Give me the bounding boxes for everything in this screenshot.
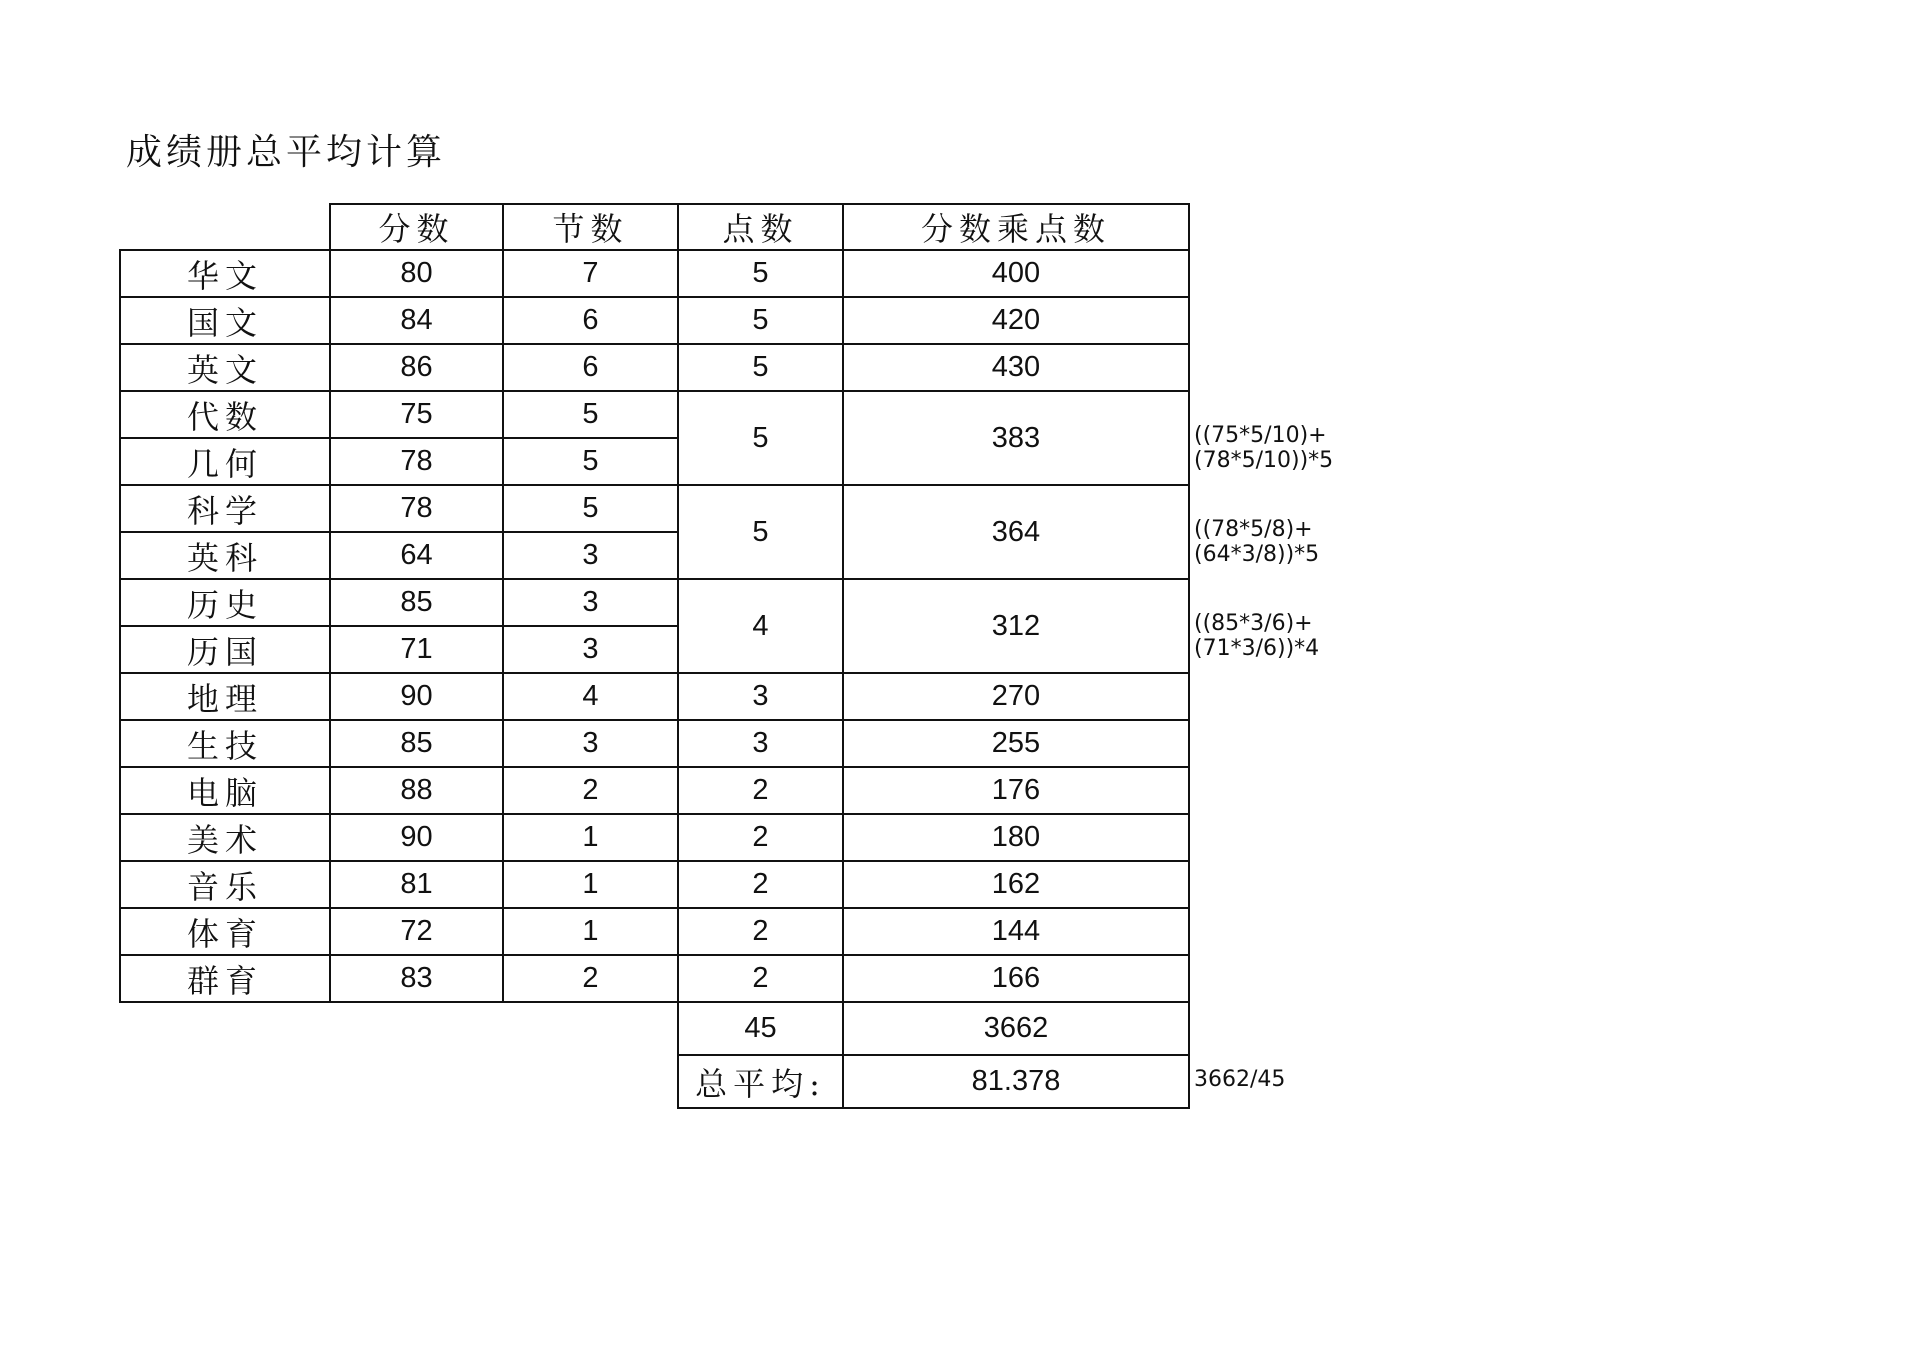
score-cell: 84 — [329, 296, 504, 345]
points-cell: 4 — [677, 578, 844, 674]
average-value-cell: 81.378 — [842, 1054, 1190, 1109]
formula-note: ((85*3/6)+(71*3/6))*4 — [1194, 611, 1320, 661]
score-cell: 90 — [329, 672, 504, 721]
periods-cell: 5 — [502, 390, 679, 439]
subject-cell: 群育 — [119, 954, 331, 1003]
product-cell: 364 — [842, 484, 1190, 580]
periods-cell: 5 — [502, 437, 679, 486]
column-header: 点数 — [677, 203, 844, 251]
product-cell: 420 — [842, 296, 1190, 345]
score-cell: 85 — [329, 719, 504, 768]
product-cell: 430 — [842, 343, 1190, 392]
points-cell: 2 — [677, 954, 844, 1003]
score-cell: 78 — [329, 484, 504, 533]
product-cell: 162 — [842, 860, 1190, 909]
score-cell: 83 — [329, 954, 504, 1003]
subject-cell: 国文 — [119, 296, 331, 345]
score-cell: 90 — [329, 813, 504, 862]
score-cell: 86 — [329, 343, 504, 392]
subject-cell: 代数 — [119, 390, 331, 439]
subject-cell: 美术 — [119, 813, 331, 862]
score-cell: 64 — [329, 531, 504, 580]
subject-cell: 地理 — [119, 672, 331, 721]
column-header: 分数乘点数 — [842, 203, 1190, 251]
score-cell: 72 — [329, 907, 504, 956]
subject-cell: 英文 — [119, 343, 331, 392]
subject-cell: 音乐 — [119, 860, 331, 909]
subject-cell: 体育 — [119, 907, 331, 956]
product-cell: 166 — [842, 954, 1190, 1003]
product-cell: 270 — [842, 672, 1190, 721]
score-cell: 81 — [329, 860, 504, 909]
product-cell: 312 — [842, 578, 1190, 674]
subject-cell: 科学 — [119, 484, 331, 533]
product-cell: 400 — [842, 249, 1190, 298]
product-cell: 180 — [842, 813, 1190, 862]
subject-cell: 英科 — [119, 531, 331, 580]
periods-cell: 1 — [502, 813, 679, 862]
page-title: 成绩册总平均计算 — [126, 132, 447, 173]
points-cell: 3 — [677, 672, 844, 721]
periods-cell: 2 — [502, 766, 679, 815]
formula-note: 3662/45 — [1194, 1067, 1286, 1092]
product-cell: 383 — [842, 390, 1190, 486]
formula-note: ((75*5/10)+(78*5/10))*5 — [1194, 423, 1334, 473]
points-cell: 5 — [677, 296, 844, 345]
average-label-cell: 总平均: — [677, 1054, 844, 1109]
column-header: 分数 — [329, 203, 504, 251]
periods-cell: 7 — [502, 249, 679, 298]
total-product-cell: 3662 — [842, 1001, 1190, 1056]
total-points-cell: 45 — [677, 1001, 844, 1056]
score-cell: 75 — [329, 390, 504, 439]
points-cell: 5 — [677, 343, 844, 392]
periods-cell: 3 — [502, 531, 679, 580]
points-cell: 5 — [677, 249, 844, 298]
periods-cell: 6 — [502, 343, 679, 392]
points-cell: 3 — [677, 719, 844, 768]
formula-note: ((78*5/8)+(64*3/8))*5 — [1194, 517, 1320, 567]
points-cell: 5 — [677, 484, 844, 580]
points-cell: 2 — [677, 766, 844, 815]
score-cell: 80 — [329, 249, 504, 298]
subject-cell: 历国 — [119, 625, 331, 674]
product-cell: 255 — [842, 719, 1190, 768]
periods-cell: 3 — [502, 625, 679, 674]
subject-cell: 华文 — [119, 249, 331, 298]
subject-cell: 生技 — [119, 719, 331, 768]
periods-cell: 3 — [502, 578, 679, 627]
periods-cell: 2 — [502, 954, 679, 1003]
points-cell: 2 — [677, 860, 844, 909]
periods-cell: 6 — [502, 296, 679, 345]
column-header: 节数 — [502, 203, 679, 251]
points-cell: 2 — [677, 907, 844, 956]
points-cell: 5 — [677, 390, 844, 486]
periods-cell: 1 — [502, 907, 679, 956]
subject-cell: 电脑 — [119, 766, 331, 815]
subject-cell: 几何 — [119, 437, 331, 486]
score-cell: 85 — [329, 578, 504, 627]
subject-cell: 历史 — [119, 578, 331, 627]
periods-cell: 1 — [502, 860, 679, 909]
product-cell: 144 — [842, 907, 1190, 956]
periods-cell: 5 — [502, 484, 679, 533]
points-cell: 2 — [677, 813, 844, 862]
periods-cell: 3 — [502, 719, 679, 768]
score-cell: 78 — [329, 437, 504, 486]
score-cell: 88 — [329, 766, 504, 815]
periods-cell: 4 — [502, 672, 679, 721]
score-cell: 71 — [329, 625, 504, 674]
product-cell: 176 — [842, 766, 1190, 815]
